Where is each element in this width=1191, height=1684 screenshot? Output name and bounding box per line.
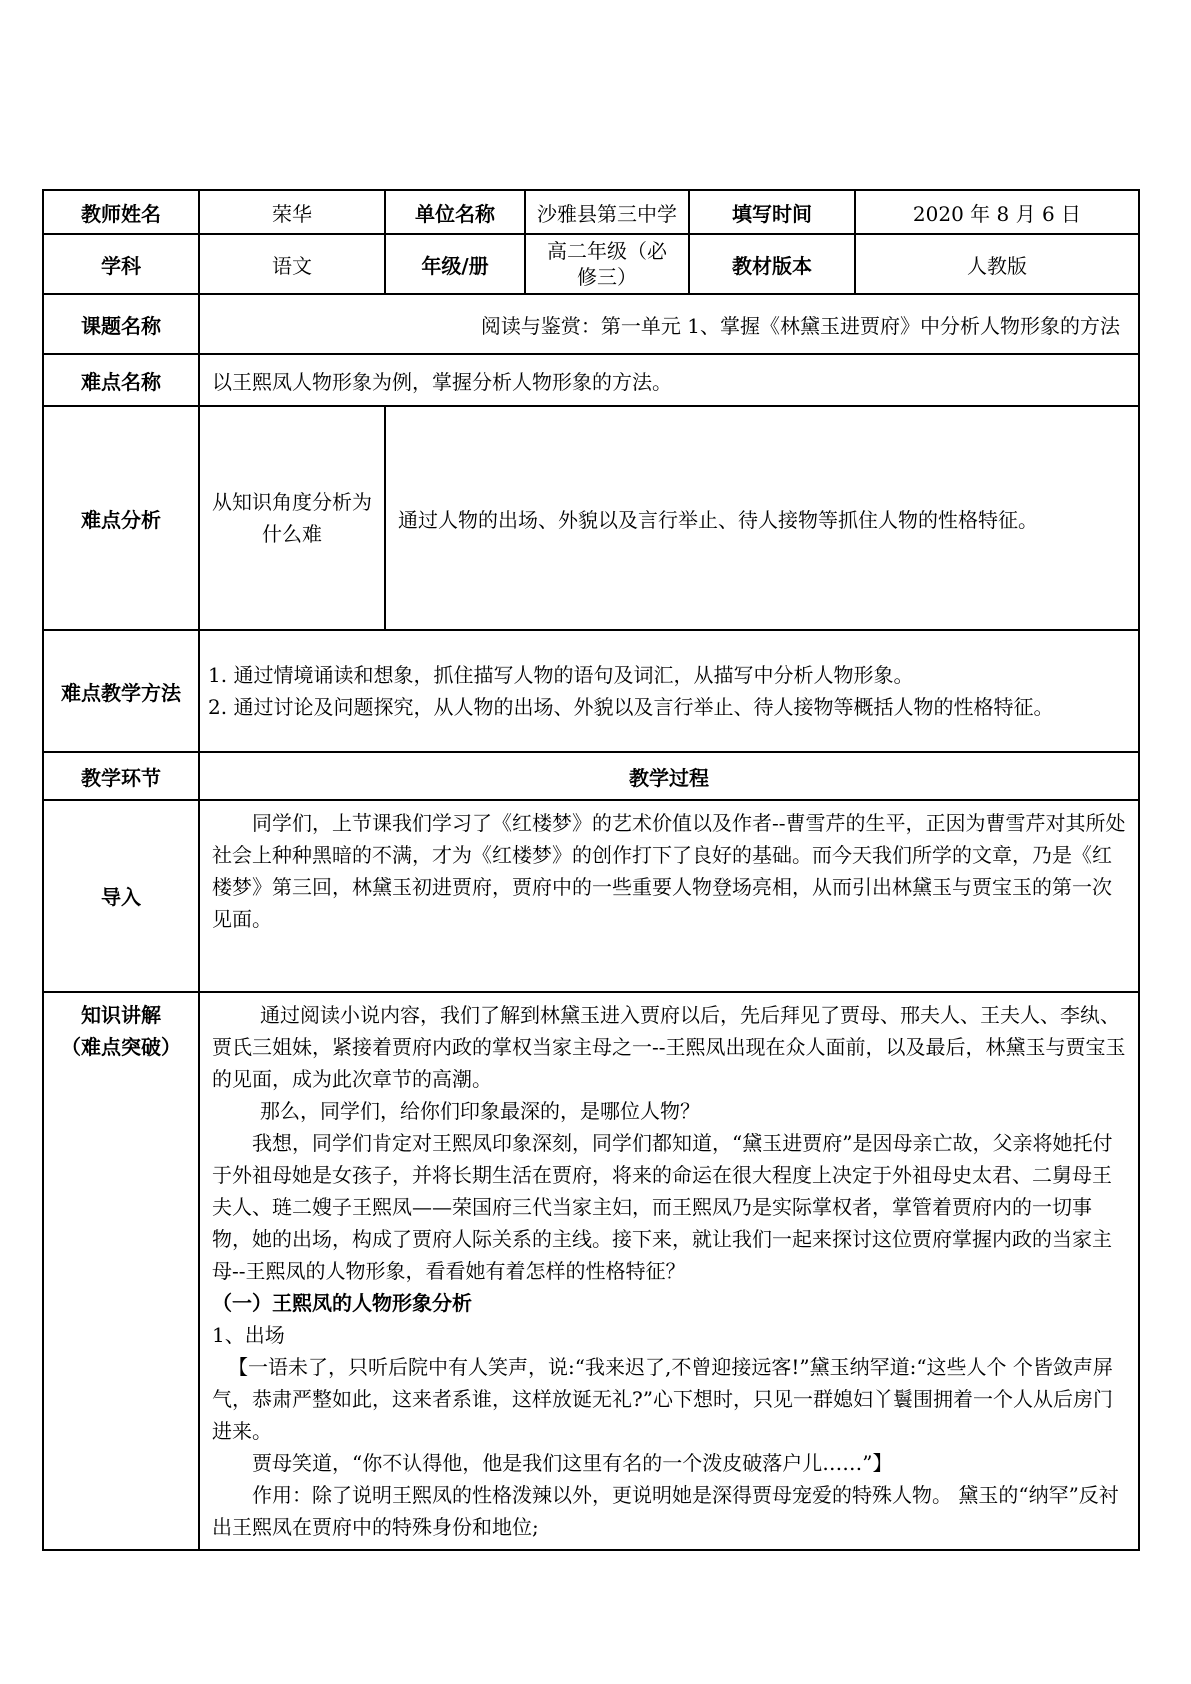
analysis-value: 通过人物的出场、外貌以及言行举止、待人接物等抓住人物的性格特征。 — [385, 406, 1139, 630]
method-label: 难点教学方法 — [43, 630, 199, 752]
teacher-label: 教师姓名 — [43, 190, 199, 234]
knowledge-quote2: 贾母笑道，“你不认得他，他是我们这里有名的一个泼皮破落户儿……”】 — [252, 1451, 893, 1475]
knowledge-p2: 那么，同学们，给你们印象最深的，是哪位人物？ — [260, 1099, 700, 1123]
method-cell — [199, 630, 1139, 752]
knowledge-label-line1: 知识讲解 — [81, 1003, 161, 1027]
analysis-row — [43, 406, 1139, 630]
edition-label: 教材版本 — [689, 234, 855, 294]
knowledge-quote: 【一语未了，只听后院中有人笑声，说:“我来迟了,不曾迎接远客!”黛玉纳罕道:“这些人个 个皆敛声屏气，恭肃严整如此，这来者系谁，这样放诞无礼?”心下想时，只见一群媳妇丫鬟围拥着一个人从后房门进来。 — [212, 1355, 1113, 1443]
analysis-sub-label: 从知识角度分析为什么难 — [199, 406, 385, 630]
knowledge-p1: 通过阅读小说内容，我们了解到林黛玉进入贾府以后，先后拜见了贾母、邢夫人、王夫人、李纨、贾氏三姐妹，紧接着贾府内政的掌权当家主母之一--王熙凤出现在众人面前，以及最后，林黛玉与贾宝玉的见面，成为此次章节的高潮。 — [212, 1003, 1126, 1091]
difficulty-row — [43, 354, 1139, 406]
stage-label: 教学环节 — [43, 752, 199, 800]
intro-cell — [199, 800, 1139, 992]
method-item-2: 2. 通过讨论及问题探究，从人物的出场、外貌以及言行举止、待人接物等概括人物的性格特征。 — [208, 695, 1054, 719]
knowledge-label — [43, 992, 199, 1550]
topic-value: 阅读与鉴赏：第一单元 1、掌握《林黛玉进贾府》中分析人物形象的方法 — [199, 294, 1139, 354]
difficulty-value: 以王熙凤人物形象为例，掌握分析人物形象的方法。 — [199, 354, 1139, 406]
teacher-value: 荣华 — [199, 190, 385, 234]
grade-label: 年级/册 — [385, 234, 525, 294]
subject-label: 学科 — [43, 234, 199, 294]
grade-value: 高二年级（必修三） — [525, 234, 689, 294]
intro-label: 导入 — [43, 800, 199, 992]
date-label: 填写时间 — [689, 190, 855, 234]
knowledge-sub1: 1、出场 — [212, 1323, 285, 1347]
header-row-1 — [43, 190, 1139, 234]
date-value: 2020 年 8 月 6 日 — [855, 190, 1139, 234]
lesson-plan-table — [42, 189, 1140, 1551]
subject-value: 语文 — [199, 234, 385, 294]
topic-row — [43, 294, 1139, 354]
knowledge-effect: 作用：除了说明王熙凤的性格泼辣以外，更说明她是深得贾母宠爱的特殊人物。 黛玉的“纳罕”反衬出王熙凤在贾府中的特殊身份和地位; — [212, 1483, 1119, 1539]
knowledge-cell — [199, 992, 1139, 1550]
knowledge-heading: （一）王熙凤的人物形象分析 — [212, 1291, 472, 1315]
intro-text: 同学们，上节课我们学习了《红楼梦》的艺术价值以及作者--曹雪芹的生平，正因为曹雪芹对其所处社会上种种黑暗的不满，才为《红楼梦》的创作打下了良好的基础。而今天我们所学的文章，乃是《红楼梦》第三回，林黛玉初进贾府，贾府中的一些重要人物登场亮相，从而引出林黛玉与贾宝玉的第一次见面。 — [212, 811, 1126, 931]
header-row-2 — [43, 234, 1139, 294]
unit-value: 沙雅县第三中学 — [525, 190, 689, 234]
topic-label: 课题名称 — [43, 294, 199, 354]
intro-row — [43, 800, 1139, 992]
analysis-label: 难点分析 — [43, 406, 199, 630]
knowledge-p3: 我想，同学们肯定对王熙凤印象深刻，同学们都知道，“黛玉进贾府”是因母亲亡故，父亲将她托付于外祖母她是女孩子，并将长期生活在贾府，将来的命运在很大程度上决定于外祖母史太君、二舅母王夫人、琏二嫂子王熙凤——荣国府三代当家主妇，而王熙凤乃是实际掌权者，掌管着贾府内的一切事物，她的出场，构成了贾府人际关系的主线。接下来，就让我们一起来探讨这位贾府掌握内政的当家主母--王熙凤的人物形象，看看她有着怎样的性格特征？ — [212, 1131, 1113, 1283]
difficulty-label: 难点名称 — [43, 354, 199, 406]
method-item-1: 1. 通过情境诵读和想象，抓住描写人物的语句及词汇，从描写中分析人物形象。 — [208, 663, 914, 687]
process-header-row — [43, 752, 1139, 800]
knowledge-label-line2: （难点突破） — [61, 1035, 181, 1059]
unit-label: 单位名称 — [385, 190, 525, 234]
knowledge-row — [43, 992, 1139, 1550]
process-label: 教学过程 — [199, 752, 1139, 800]
method-row — [43, 630, 1139, 752]
edition-value: 人教版 — [855, 234, 1139, 294]
